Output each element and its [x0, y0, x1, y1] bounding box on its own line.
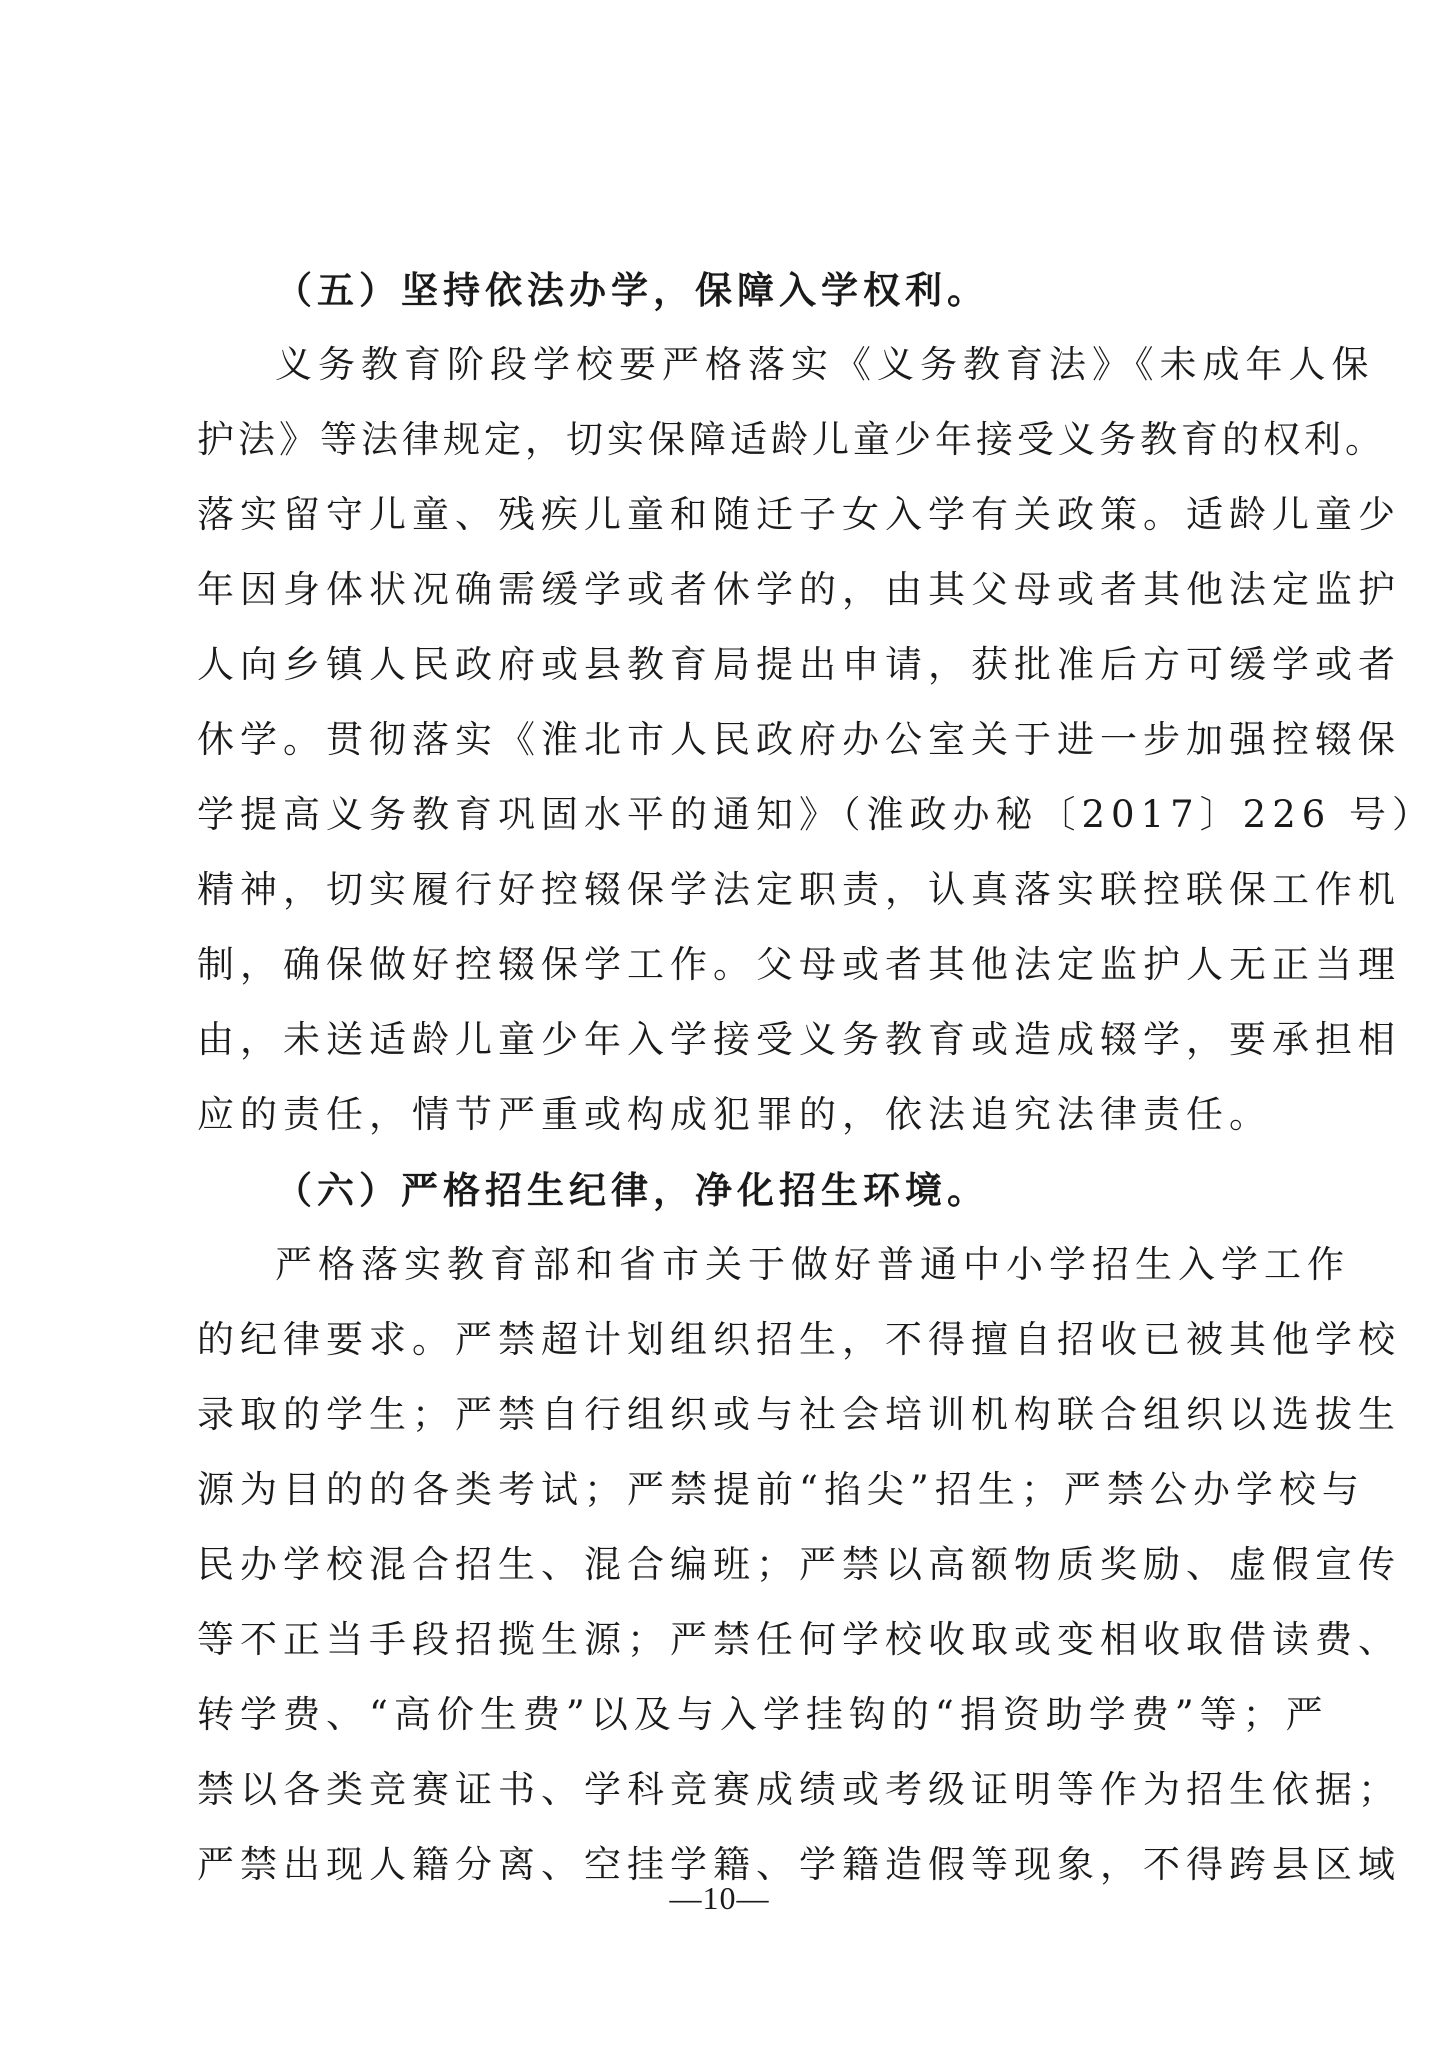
paragraph-line: 严格落实教育部和省市关于做好普通中小学招生入学工作 [275, 1243, 1350, 1286]
paragraph-line: 人向乡镇人民政府或县教育局提出申请，获批准后方可缓学或者 [197, 643, 1401, 686]
paragraph-line: 义务教育阶段学校要严格落实《义务教育法》《未成年人保 [275, 343, 1375, 386]
paragraph-line: 民办学校混合招生、混合编班；严禁以高额物质奖励、虚假宣传 [197, 1543, 1401, 1586]
paragraph-line: 的纪律要求。严禁超计划组织招生，不得擅自招收已被其他学校 [197, 1318, 1401, 1361]
paragraph-line: 精神，切实履行好控辍保学法定职责，认真落实联控联保工作机 [197, 868, 1401, 911]
paragraph-line: 录取的学生；严禁自行组织或与社会培训机构联合组织以选拔生 [197, 1393, 1401, 1436]
section-heading-5: （五）坚持依法办学，保障入学权利。 [275, 268, 989, 312]
paragraph-line: 源为目的的各类考试；严禁提前“掐尖”招生；严禁公办学校与 [197, 1468, 1365, 1511]
paragraph-line: 等不正当手段招揽生源；严禁任何学校收取或变相收取借读费、 [197, 1618, 1401, 1661]
paragraph-line: 学提高义务教育巩固水平的通知》（淮政办秘〔2017〕226 号） [197, 793, 1436, 836]
section-heading-6: （六）严格招生纪律，净化招生环境。 [275, 1168, 989, 1212]
paragraph-line: 禁以各类竞赛证书、学科竞赛成绩或考级证明等作为招生依据； [197, 1768, 1401, 1811]
paragraph-line: 由，未送适龄儿童少年入学接受义务教育或造成辍学，要承担相 [197, 1018, 1401, 1061]
paragraph-line: 护法》等法律规定，切实保障适龄儿童少年接受义务教育的权利。 [197, 418, 1386, 461]
paragraph-line: 休学。贯彻落实《淮北市人民政府办公室关于进一步加强控辍保 [197, 718, 1401, 761]
page-number: —10— [669, 1880, 770, 1916]
paragraph-line: 转学费、“高价生费”以及与入学挂钩的“捐资助学费”等；严 [197, 1693, 1329, 1736]
paragraph-line: 应的责任，情节严重或构成犯罪的，依法追究法律责任。 [197, 1093, 1272, 1136]
paragraph-line: 年因身体状况确需缓学或者休学的，由其父母或者其他法定监护 [197, 568, 1401, 611]
paragraph-line: 严禁出现人籍分离、空挂学籍、学籍造假等现象，不得跨县区域 [197, 1843, 1401, 1886]
paragraph-line: 落实留守儿童、残疾儿童和随迁子女入学有关政策。适龄儿童少 [197, 493, 1401, 536]
paragraph-line: 制，确保做好控辍保学工作。父母或者其他法定监护人无正当理 [197, 943, 1401, 986]
